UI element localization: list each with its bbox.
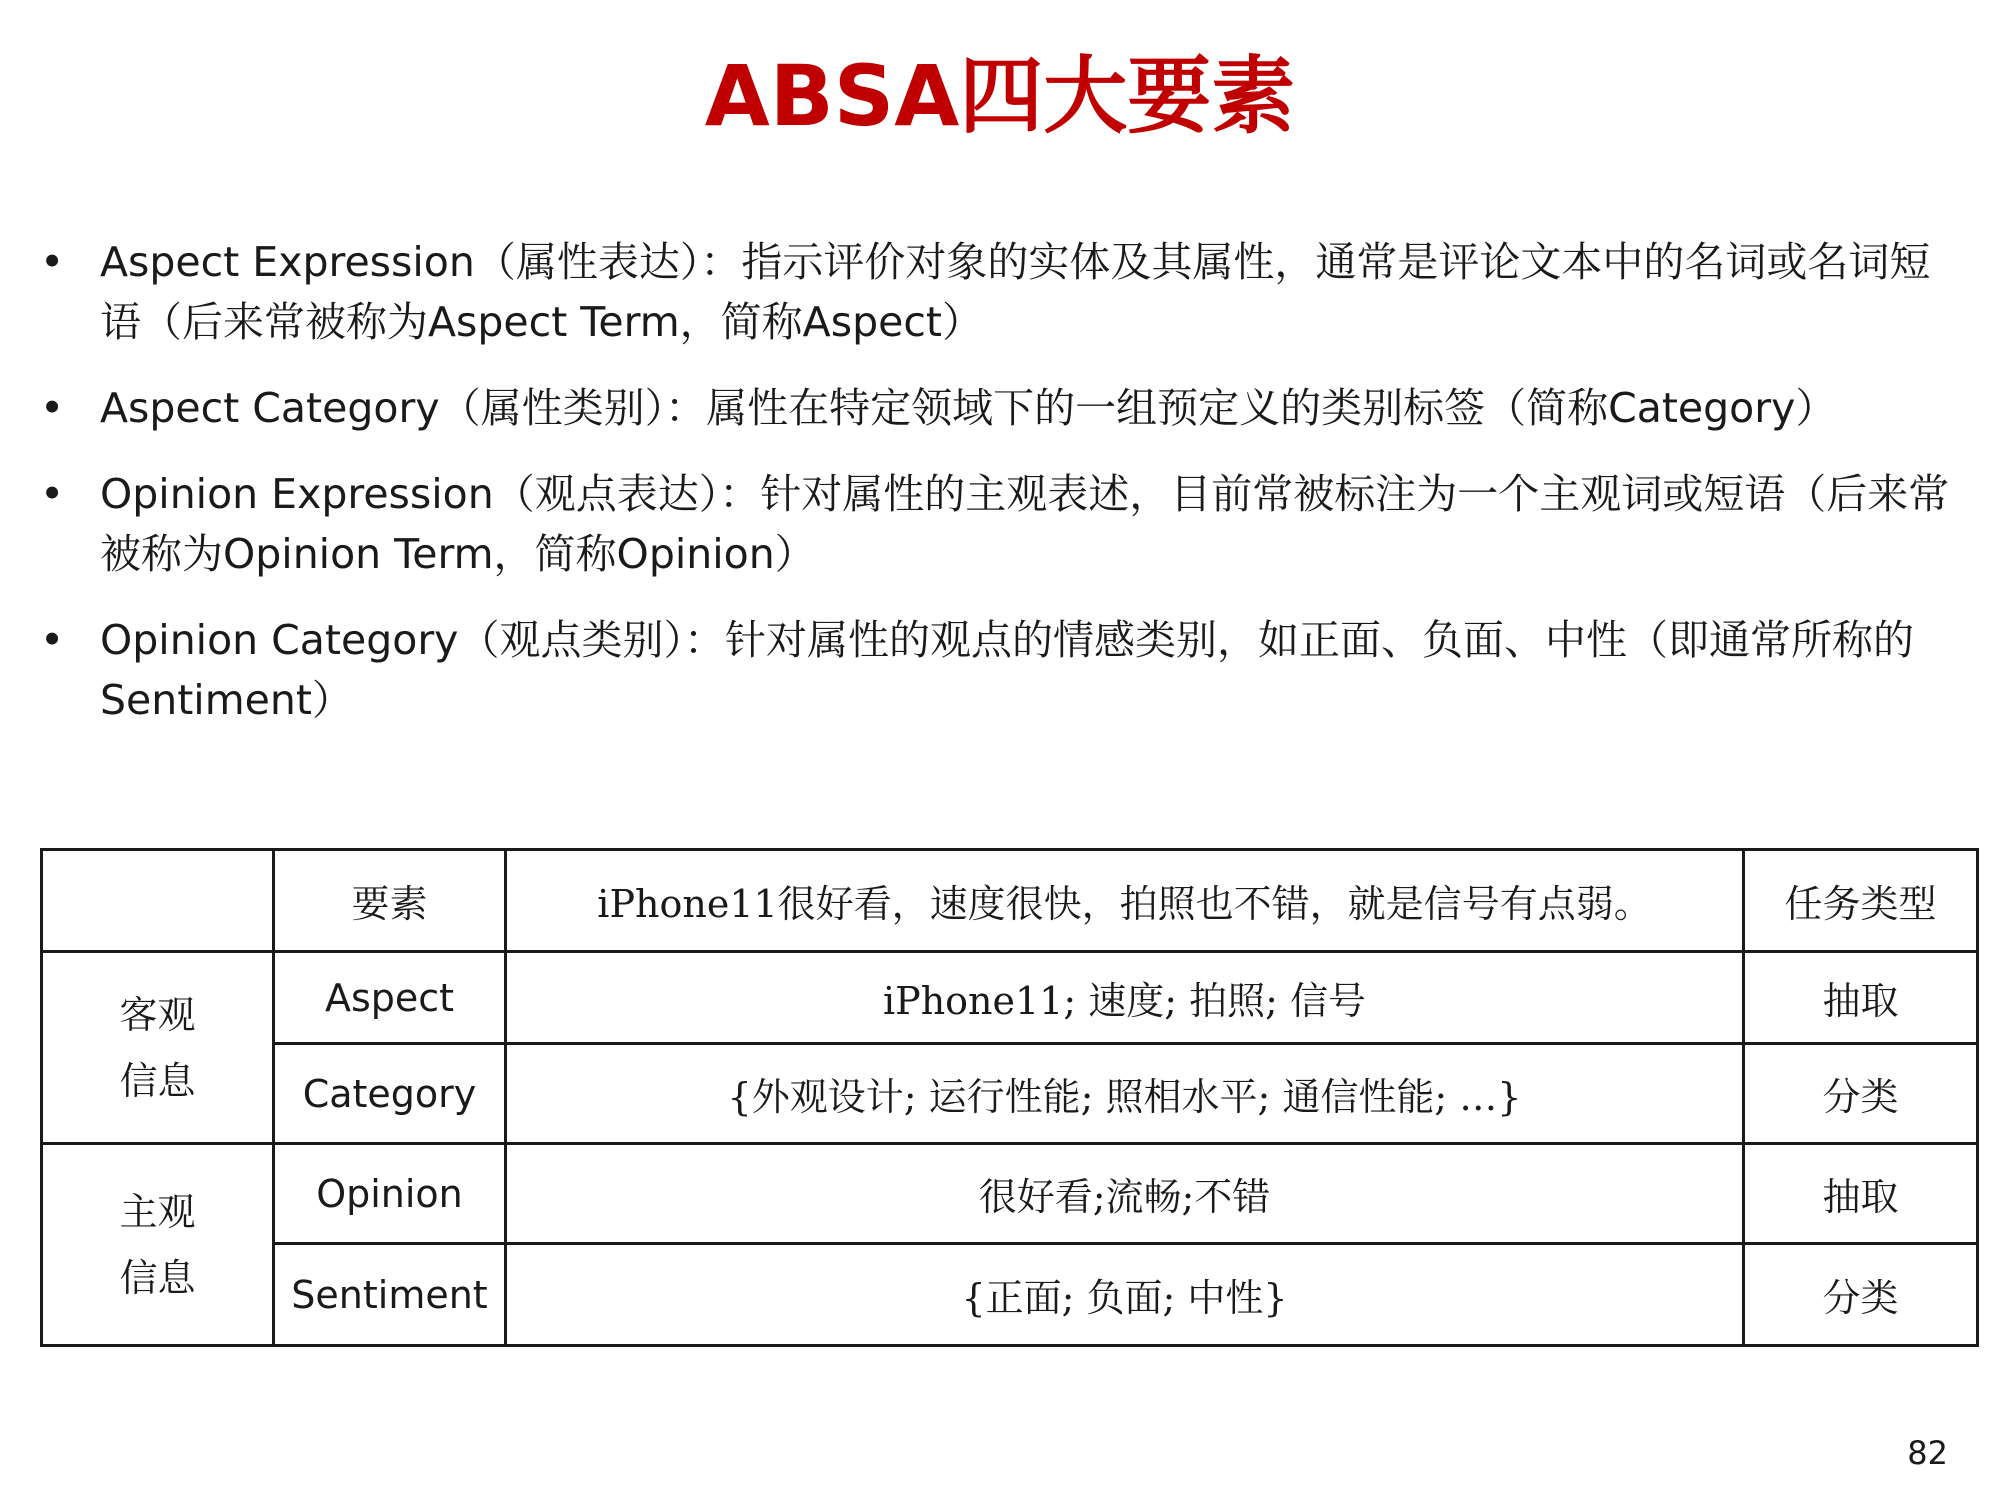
table-row-opinion (42, 1144, 1978, 1244)
bullet-dot-icon: • (40, 238, 65, 286)
task-cell-opinion: 抽取 (1744, 1144, 1978, 1244)
value-cell-opinion: 很好看;流畅;不错 (506, 1144, 1744, 1244)
bullet-text: Aspect Category（属性类别）：属性在特定领域下的一组预定义的类别标签（简称Category） (100, 384, 1837, 432)
table-header-row (42, 850, 1978, 952)
group-subjective-info (42, 1144, 274, 1346)
bullet-aspect-expression (40, 232, 1960, 352)
element-cell-aspect: Aspect (274, 952, 506, 1044)
bullet-opinion-category (40, 610, 1960, 730)
bullet-text: Opinion Expression（观点表达）：针对属性的主观表述，目前常被标注为一个主观词或短语（后来常被称为Opinion Term，简称Opinion） (100, 470, 1950, 578)
bullet-dot-icon: • (40, 616, 65, 664)
header-element-cell: 要素 (274, 850, 506, 952)
task-cell-category: 分类 (1744, 1044, 1978, 1144)
task-cell-sentiment: 分类 (1744, 1244, 1978, 1346)
value-cell-aspect: iPhone11; 速度; 拍照; 信号 (506, 952, 1744, 1044)
bullet-opinion-expression (40, 464, 1960, 584)
header-task-type-cell: 任务类型 (1744, 850, 1978, 952)
element-cell-category: Category (274, 1044, 506, 1144)
value-cell-category: {外观设计; 运行性能; 照相水平; 通信性能; …} (506, 1044, 1744, 1144)
value-cell-sentiment: {正面; 负面; 中性} (506, 1244, 1744, 1346)
table-row-sentiment (42, 1244, 1978, 1346)
element-cell-sentiment: Sentiment (274, 1244, 506, 1346)
table-row-aspect (42, 952, 1978, 1044)
header-example-sentence: iPhone11很好看，速度很快，拍照也不错，就是信号有点弱。 (506, 850, 1744, 952)
header-blank-cell (42, 850, 274, 952)
bullet-list (40, 232, 1960, 756)
bullet-aspect-category (40, 378, 1960, 438)
table-row-category (42, 1044, 1978, 1144)
element-cell-opinion: Opinion (274, 1144, 506, 1244)
task-cell-aspect: 抽取 (1744, 952, 1978, 1044)
bullet-dot-icon: • (40, 384, 65, 432)
bullet-dot-icon: • (40, 470, 65, 518)
group-objective-info (42, 952, 274, 1144)
bullet-text: Opinion Category（观点类别）：针对属性的观点的情感类别，如正面、负面、中性（即通常所称的Sentiment） (100, 616, 1914, 724)
page-number: 82 (1907, 1434, 1948, 1472)
slide-title: ABSA四大要素 (704, 47, 1296, 145)
group-objective-label: 客观 信息 (119, 992, 196, 1103)
absa-elements-table (40, 848, 1979, 1347)
group-subjective-label: 主观 信息 (119, 1189, 196, 1300)
bullet-text: Aspect Expression（属性表达）：指示评价对象的实体及其属性，通常是评论文本中的名词或名词短语（后来常被称为Aspect Term，简称Aspect） (100, 238, 1931, 346)
